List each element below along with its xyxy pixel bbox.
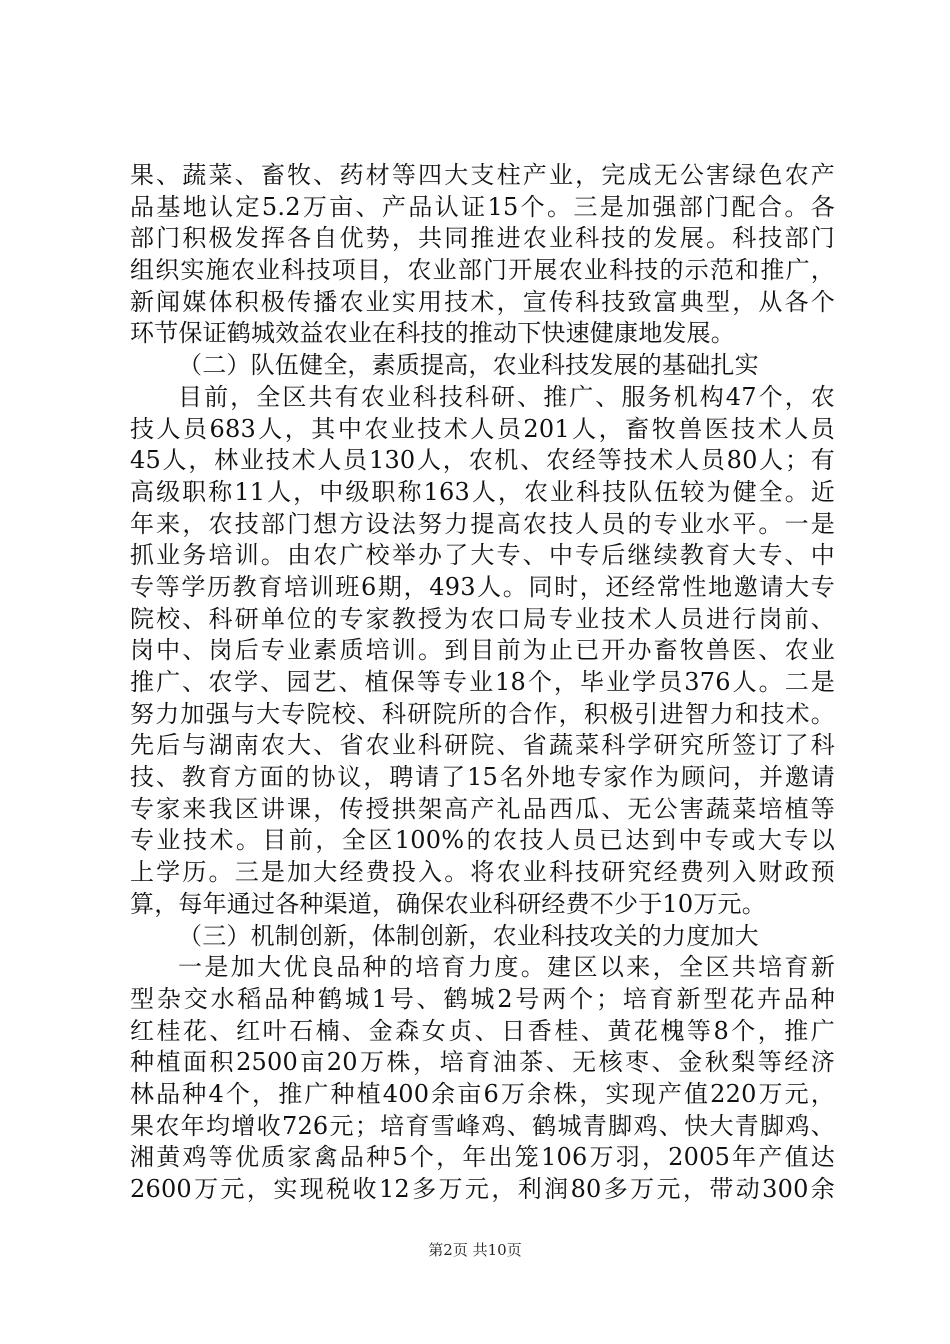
text-line: 技人员683人，其中农业技术人员201人，畜牧兽医技术人员 xyxy=(130,414,835,443)
text-line: 红桂花、红叶石楠、金森女贞、日香桂、黄花槐等8个，推广 xyxy=(130,1016,835,1045)
text-line: 型杂交水稻品种鹤城1号、鹤城2号两个；培育新型花卉品种 xyxy=(130,984,835,1013)
text-line: （三）机制创新，体制创新，农业科技攻关的力度加大 xyxy=(178,921,759,950)
text-line: 专等学历教育培训班6期，493人。同时，还经常性地邀请大专 xyxy=(130,572,835,601)
text-line: 部门积极发挥各自优势，共同推进农业科技的发展。科技部门 xyxy=(130,224,835,253)
text-line: 抓业务培训。由农广校举办了大专、中专后继续教育大专、中 xyxy=(130,541,835,570)
text-line: 目前，全区共有农业科技科研、推广、服务机构47个，农 xyxy=(178,382,835,411)
document-body xyxy=(130,160,835,1206)
text-line: 45人，林业技术人员130人，农机、农经等技术人员80人；有 xyxy=(130,446,835,475)
text-line: 品基地认定5.2万亩、产品认证15个。三是加强部门配合。各 xyxy=(130,192,835,221)
text-line: 岗中、岗后专业素质培训。到目前为止已开办畜牧兽医、农业 xyxy=(130,636,835,665)
text-line: 先后与湖南农大、省农业科研院、省蔬菜科学研究所签订了科 xyxy=(130,731,835,760)
text-line: 高级职称11人，中级职称163人，农业科技队伍较为健全。近 xyxy=(130,477,835,506)
text-line: 院校、科研单位的专家教授为农口局专业技术人员进行岗前、 xyxy=(130,604,835,633)
text-line: 果农年均增收726元；培育雪峰鸡、鹤城青脚鸡、快大青脚鸡、 xyxy=(130,1111,835,1140)
text-line: 一是加大优良品种的培育力度。建区以来，全区共培育新 xyxy=(178,953,835,982)
text-line: 种植面积2500亩20万株，培育油茶、无核枣、金秋梨等经济 xyxy=(130,1048,835,1077)
text-line: 林品种4个，推广种植400余亩6万余株，实现产值220万元， xyxy=(130,1079,835,1108)
text-line: 上学历。三是加大经费投入。将农业科技研究经费列入财政预 xyxy=(130,858,835,887)
text-line: 专业技术。目前，全区100%的农技人员已达到中专或大专以 xyxy=(130,826,835,855)
text-line: 专家来我区讲课，传授拱架高产礼品西瓜、无公害蔬菜培植等 xyxy=(130,794,835,823)
text-line: 推广、农学、园艺、植保等专业18个，毕业学员376人。二是 xyxy=(130,668,835,696)
text-line: 算，每年通过各种渠道，确保农业科研经费不少于10万元。 xyxy=(130,889,766,918)
text-line: 环节保证鹤城效益农业在科技的推动下快速健康地发展。 xyxy=(130,319,735,348)
text-line: 新闻媒体积极传播农业实用技术，宣传科技致富典型，从各个 xyxy=(130,287,835,316)
text-line: 果、蔬菜、畜牧、药材等四大支柱产业，完成无公害绿色农产 xyxy=(130,161,835,189)
page-footer: 第2页 共10页 xyxy=(428,1241,522,1259)
text-line: 努力加强与大专院校、科研院所的合作，积极引进智力和技术。 xyxy=(130,699,835,728)
text-line: 组织实施农业科技项目，农业部门开展农业科技的示范和推广， xyxy=(130,256,835,285)
text-line: 年来，农技部门想方设法努力提高农技人员的专业水平。一是 xyxy=(130,509,835,538)
text-line: 湘黄鸡等优质家禽品种5个，年出笼106万羽，2005年产值达 xyxy=(130,1143,835,1172)
text-line: 2600万元，实现税收12多万元，利润80多万元，带动300余 xyxy=(130,1175,835,1203)
text-line: （二）队伍健全，素质提高，农业科技发展的基础扎实 xyxy=(178,351,759,380)
text-line: 技、教育方面的协议，聘请了15名外地专家作为顾问，并邀请 xyxy=(130,763,835,792)
